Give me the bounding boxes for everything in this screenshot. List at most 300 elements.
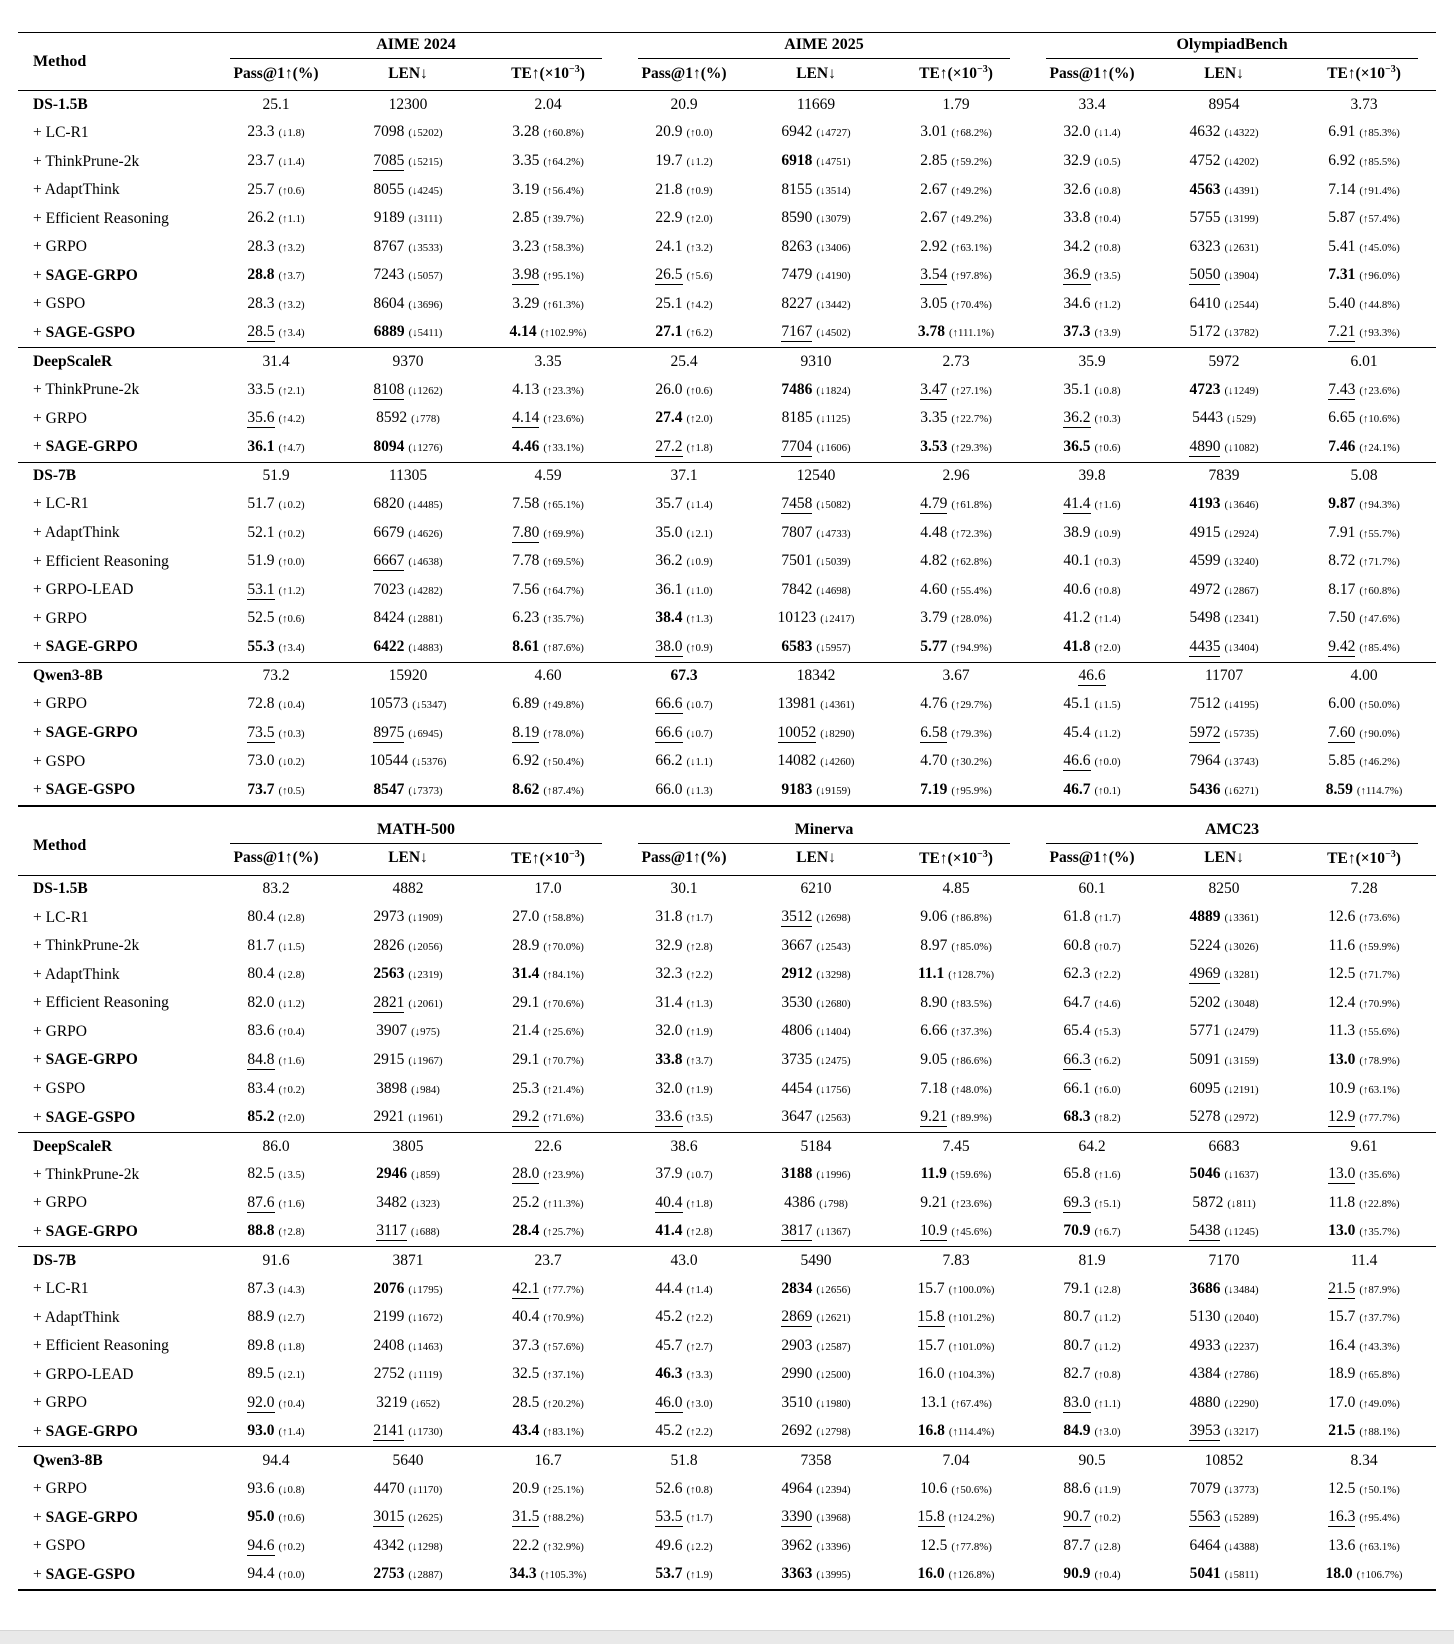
- metric-value: 52.1: [247, 523, 275, 541]
- delta-value: (↓0.4): [278, 698, 305, 711]
- value-cell: [1156, 747, 1292, 776]
- delta-value: (↑0.8): [686, 1483, 713, 1496]
- metric-value: 5.85: [1328, 752, 1356, 770]
- value-cell: [884, 1532, 1028, 1561]
- value-cell: [1156, 462, 1292, 490]
- value-cell: [212, 462, 340, 490]
- value-cell: [884, 1303, 1028, 1332]
- value-cell: [476, 405, 620, 434]
- value-cell: [212, 576, 340, 605]
- value-cell: [212, 1332, 340, 1361]
- method-cell: [18, 462, 212, 490]
- delta-value: (↑60.8%): [543, 127, 584, 140]
- delta-value: (↓2061): [408, 997, 443, 1010]
- metric-value: 8227: [781, 294, 813, 312]
- method-cell: [18, 1103, 212, 1132]
- metric-value: 2563: [373, 965, 405, 983]
- value-cell: [1292, 1275, 1436, 1304]
- metric-value: 4806: [781, 1022, 813, 1040]
- value-cell: [212, 1303, 340, 1332]
- value-cell: [884, 348, 1028, 376]
- metric-value: 35.6: [247, 409, 275, 427]
- value-cell: [1028, 1561, 1156, 1591]
- value-cell: [620, 1132, 748, 1160]
- value-cell: [1028, 662, 1156, 690]
- delta-value: (↑44.8%): [1359, 298, 1400, 311]
- delta-value: (↓984): [411, 1083, 440, 1096]
- metric-value: 8094: [373, 437, 405, 455]
- delta-value: (↓1.1): [686, 756, 713, 769]
- method-cell: [18, 776, 212, 806]
- delta-value: (↓2341): [1224, 613, 1259, 626]
- delta-value: (↑0.9): [686, 184, 713, 197]
- metric-value: 73.5: [247, 723, 275, 741]
- delta-value: (↑47.6%): [1359, 613, 1400, 626]
- value-cell: [476, 605, 620, 634]
- metric-value: 37.1: [670, 467, 698, 485]
- delta-value: (↑30.2%): [951, 756, 992, 769]
- table-row: [18, 490, 1436, 519]
- delta-value: (↑3.7): [686, 1054, 713, 1067]
- metric-value: 4882: [392, 880, 424, 898]
- value-cell: [1292, 176, 1436, 205]
- value-cell: [1156, 932, 1292, 961]
- metric-value: 25.7: [247, 180, 275, 198]
- value-cell: [884, 1018, 1028, 1047]
- method-cell: [18, 1332, 212, 1361]
- delta-value: (↓4190): [816, 270, 851, 283]
- delta-value: (↓9159): [816, 784, 851, 797]
- value-cell: [476, 433, 620, 462]
- metric-value: 7.60: [1328, 723, 1356, 741]
- delta-value: (↓5957): [816, 641, 851, 654]
- metric-value: 37.9: [655, 1165, 683, 1183]
- value-cell: [620, 490, 748, 519]
- value-cell: [620, 1418, 748, 1447]
- value-cell: [620, 1018, 748, 1047]
- delta-value: (↑25.7%): [543, 1226, 584, 1239]
- metric-value: 2076: [373, 1279, 405, 1297]
- metric-value: 8.34: [1350, 1452, 1378, 1470]
- delta-value: (↓2237): [1224, 1340, 1259, 1353]
- column-header: Pass@1↑(%): [620, 59, 748, 91]
- delta-value: (↑37.3%): [951, 1026, 992, 1039]
- metric-value: 5130: [1189, 1308, 1221, 1326]
- delta-value: (↑2786): [1224, 1369, 1259, 1382]
- method-name: LC-R1: [45, 495, 89, 513]
- metric-value: 36.2: [1063, 409, 1091, 427]
- metric-value: 39.8: [1078, 467, 1106, 485]
- delta-value: (↓4883): [408, 641, 443, 654]
- value-cell: [620, 433, 748, 462]
- delta-value: (↑59.2%): [951, 156, 992, 168]
- value-cell: [212, 405, 340, 434]
- delta-value: (↓1730): [408, 1426, 443, 1439]
- value-cell: [748, 690, 884, 719]
- metric-value: 8975: [373, 723, 405, 741]
- delta-value: (↓2587): [816, 1340, 851, 1353]
- value-cell: [1156, 1303, 1292, 1332]
- value-cell: [884, 204, 1028, 233]
- metric-value: 35.1: [1063, 380, 1091, 398]
- metric-value: 81.9: [1078, 1251, 1106, 1269]
- value-cell: [476, 1332, 620, 1361]
- value-cell: [340, 961, 476, 990]
- value-cell: [884, 1161, 1028, 1190]
- delta-value: (↑45.0%): [1359, 241, 1400, 254]
- method-cell: [18, 1161, 212, 1190]
- value-cell: [476, 376, 620, 405]
- value-cell: [748, 1247, 884, 1275]
- metric-value: 7.78: [512, 552, 540, 570]
- delta-value: (↑96.0%): [1359, 270, 1400, 283]
- delta-value: (↓0.7): [686, 698, 713, 711]
- delta-value: (↓778): [411, 413, 440, 426]
- metric-value: 40.4: [655, 1193, 683, 1211]
- table-row: [18, 1161, 1436, 1190]
- value-cell: [340, 1075, 476, 1104]
- value-cell: [1292, 961, 1436, 990]
- delta-value: (↑0.4): [1094, 1569, 1121, 1582]
- delta-value: (↑1.6): [1094, 1169, 1121, 1182]
- value-cell: [1028, 376, 1156, 405]
- value-cell: [620, 119, 748, 148]
- delta-value: (↑1.2): [1094, 298, 1121, 311]
- delta-value: (↑1.9): [686, 1083, 713, 1096]
- metric-value: 2834: [781, 1279, 813, 1297]
- value-cell: [1028, 233, 1156, 262]
- delta-value: (↓3995): [816, 1569, 851, 1582]
- value-cell: [1292, 262, 1436, 291]
- delta-value: (↑3.7): [278, 270, 305, 283]
- metric-value: 5755: [1189, 209, 1221, 227]
- metric-value: 27.4: [655, 409, 683, 427]
- delta-value: (↑58.3%): [543, 241, 584, 254]
- value-cell: [748, 1332, 884, 1361]
- value-cell: [748, 290, 884, 319]
- metric-value: 25.2: [512, 1193, 540, 1211]
- metric-value: 38.9: [1063, 523, 1091, 541]
- metric-value: 6820: [373, 494, 405, 512]
- metric-value: 16.4: [1328, 1336, 1356, 1354]
- metric-value: 7479: [781, 266, 813, 284]
- delta-value: (↓529): [1227, 413, 1256, 426]
- value-cell: [748, 1475, 884, 1504]
- value-cell: [1156, 1075, 1292, 1104]
- metric-value: 38.4: [655, 609, 683, 627]
- metric-value: 45.4: [1063, 723, 1091, 741]
- delta-value: (↑0.0): [278, 1569, 305, 1582]
- metric-value: 64.2: [1078, 1137, 1106, 1155]
- metric-value: 34.2: [1063, 237, 1091, 255]
- value-cell: [212, 290, 340, 319]
- value-cell: [620, 1361, 748, 1390]
- delta-value: (↓2290): [1224, 1397, 1259, 1410]
- value-cell: [884, 1561, 1028, 1591]
- metric-value: 3805: [392, 1137, 424, 1155]
- metric-value: 7098: [373, 123, 405, 141]
- value-cell: [748, 875, 884, 903]
- plus-prefix: +: [33, 638, 46, 656]
- value-cell: [1156, 233, 1292, 262]
- method-name: GRPO: [45, 238, 87, 256]
- metric-value: 10.9: [1328, 1079, 1356, 1097]
- metric-value: 24.1: [655, 237, 683, 255]
- metric-value: 73.2: [262, 667, 290, 685]
- value-cell: [476, 1475, 620, 1504]
- method-cell: [18, 1389, 212, 1418]
- delta-value: (↓1961): [408, 1112, 443, 1125]
- delta-value: (↑77.7%): [543, 1283, 584, 1296]
- metric-value: 84.8: [247, 1050, 275, 1068]
- method-name: SAGE-GRPO: [45, 1422, 138, 1440]
- value-cell: [1028, 576, 1156, 605]
- delta-value: (↑6.2): [686, 327, 713, 340]
- value-cell: [1028, 1103, 1156, 1132]
- value-cell: [476, 1103, 620, 1132]
- metric-value: 3.19: [512, 180, 540, 198]
- delta-value: (↑106.7%): [1356, 1569, 1403, 1582]
- value-cell: [476, 348, 620, 376]
- value-cell: [340, 262, 476, 291]
- metric-value: 8.90: [920, 993, 948, 1011]
- metric-value: 4342: [373, 1536, 405, 1554]
- delta-value: (↑63.1%): [1359, 1540, 1400, 1553]
- value-cell: [340, 91, 476, 119]
- metric-value: 3188: [781, 1165, 813, 1183]
- value-cell: [1292, 1075, 1436, 1104]
- metric-value: 4.85: [942, 880, 970, 898]
- value-cell: [1156, 91, 1292, 119]
- value-cell: [884, 290, 1028, 319]
- delta-value: (↑25.1%): [543, 1483, 584, 1496]
- metric-value: 42.1: [512, 1279, 540, 1297]
- plus-prefix: +: [33, 1280, 46, 1298]
- value-cell: [212, 1046, 340, 1075]
- method-name: GSPO: [45, 752, 86, 770]
- metric-value: 7.19: [920, 780, 948, 798]
- metric-value: 40.6: [1063, 580, 1091, 598]
- value-cell: [340, 1218, 476, 1247]
- delta-value: (↓1.2): [278, 997, 305, 1010]
- value-cell: [1292, 290, 1436, 319]
- metric-value: 6.89: [512, 694, 540, 712]
- delta-value: (↓5039): [816, 556, 851, 569]
- delta-value: (↓3026): [1224, 940, 1259, 953]
- value-cell: [748, 989, 884, 1018]
- metric-value: 3735: [781, 1050, 813, 1068]
- metric-value: 15.7: [917, 1279, 945, 1297]
- column-header-row: [18, 59, 1436, 91]
- metric-value: 83.2: [262, 880, 290, 898]
- value-cell: [748, 319, 884, 348]
- value-cell: [620, 233, 748, 262]
- value-cell: [620, 1532, 748, 1561]
- metric-value: 19.7: [655, 152, 683, 169]
- metric-value: 3.53: [920, 437, 948, 455]
- metric-value: 12.6: [1328, 908, 1356, 926]
- metric-value: 36.9: [1063, 266, 1091, 284]
- metric-value: 33.5: [247, 380, 275, 398]
- delta-value: (↑2.0): [278, 1112, 305, 1125]
- value-cell: [340, 776, 476, 806]
- delta-value: (↓798): [819, 1197, 848, 1210]
- value-cell: [884, 1361, 1028, 1390]
- value-cell: [1292, 1247, 1436, 1275]
- metric-value: 3117: [376, 1222, 407, 1240]
- value-cell: [620, 1247, 748, 1275]
- delta-value: (↑0.8): [1094, 241, 1121, 254]
- table-row: [18, 961, 1436, 990]
- metric-value: 36.1: [247, 437, 275, 455]
- value-cell: [884, 776, 1028, 806]
- metric-value: 28.5: [247, 323, 275, 341]
- metric-value: 13.6: [1328, 1536, 1356, 1554]
- plus-prefix: +: [33, 238, 46, 256]
- delta-value: (↑63.1%): [951, 241, 992, 254]
- method-name: AdaptThink: [44, 965, 120, 983]
- column-header: $TE↑(\times 10^{-3})$: [884, 844, 1028, 876]
- delta-value: (↓811): [1227, 1197, 1256, 1210]
- metric-value: 7.46: [1328, 437, 1356, 455]
- metric-value: 5041: [1189, 1565, 1221, 1583]
- metric-value: 80.7: [1063, 1336, 1091, 1354]
- metric-value: 6.00: [1328, 694, 1356, 712]
- value-cell: [212, 204, 340, 233]
- metric-value: 5436: [1189, 780, 1221, 798]
- delta-value: (↑3.5): [1094, 270, 1121, 283]
- metric-value: 45.7: [655, 1336, 683, 1354]
- delta-value: (↓2881): [408, 613, 443, 626]
- metric-value: 7.50: [1328, 609, 1356, 627]
- metric-value: 26.5: [655, 266, 683, 284]
- delta-value: (↓2.2): [686, 1540, 713, 1553]
- method-cell: [18, 433, 212, 462]
- metric-value: 4632: [1189, 123, 1221, 141]
- value-cell: [212, 690, 340, 719]
- value-cell: [1028, 1332, 1156, 1361]
- value-cell: [1156, 433, 1292, 462]
- value-cell: [340, 1361, 476, 1390]
- metric-value: 94.4: [247, 1565, 275, 1583]
- table-row: [18, 989, 1436, 1018]
- delta-value: (↑62.8%): [951, 556, 992, 569]
- delta-value: (↓2.8): [1094, 1283, 1121, 1296]
- metric-value: 61.8: [1063, 908, 1091, 926]
- table-row: [18, 1247, 1436, 1275]
- value-cell: [1292, 147, 1436, 176]
- metric-value: 2821: [373, 993, 405, 1011]
- delta-value: (↑67.4%): [951, 1397, 992, 1410]
- metric-value: 36.2: [655, 552, 683, 570]
- delta-value: (↓2.8): [278, 912, 305, 925]
- value-cell: [1156, 1247, 1292, 1275]
- delta-value: (↓0.5): [1094, 156, 1121, 168]
- delta-value: (↑1.8): [686, 1197, 713, 1210]
- table-row: [18, 1475, 1436, 1504]
- plus-prefix: +: [33, 1394, 46, 1412]
- metric-value: 7.28: [1350, 880, 1378, 898]
- value-cell: [620, 576, 748, 605]
- method-name: SAGE-GRPO: [45, 1222, 138, 1240]
- metric-value: 7.14: [1328, 180, 1356, 198]
- value-cell: [212, 176, 340, 205]
- delta-value: (↓0.7): [686, 1169, 713, 1182]
- value-cell: [884, 462, 1028, 490]
- metric-value: 2141: [373, 1422, 405, 1440]
- metric-value: 60.1: [1078, 880, 1106, 898]
- metric-value: 37.3: [512, 1336, 540, 1354]
- value-cell: [476, 662, 620, 690]
- method-cell: [18, 1303, 212, 1332]
- table-row: [18, 376, 1436, 405]
- delta-value: (↑11.3%): [543, 1197, 584, 1210]
- value-cell: [884, 490, 1028, 519]
- delta-value: (↓1082): [1224, 441, 1259, 454]
- value-cell: [1292, 1475, 1436, 1504]
- metric-value: 12.4: [1328, 993, 1356, 1011]
- value-cell: [212, 376, 340, 405]
- metric-value: 4915: [1189, 523, 1221, 541]
- delta-value: (↓3968): [816, 1512, 851, 1525]
- value-cell: [884, 1389, 1028, 1418]
- value-cell: [620, 1332, 748, 1361]
- metric-value: 5.87: [1328, 209, 1356, 227]
- delta-value: (↑0.2): [278, 1083, 305, 1096]
- metric-value: 2.85: [512, 209, 540, 227]
- metric-value: 9189: [373, 209, 405, 227]
- delta-value: (↑49.2%): [951, 213, 992, 226]
- delta-value: (↑95.4%): [1359, 1512, 1400, 1525]
- value-cell: [1028, 262, 1156, 291]
- value-cell: [748, 576, 884, 605]
- table-row: [18, 875, 1436, 903]
- metric-value: 20.9: [512, 1479, 540, 1497]
- metric-value: 60.8: [1063, 936, 1091, 954]
- delta-value: (↑55.7%): [1359, 527, 1400, 540]
- value-cell: [340, 1332, 476, 1361]
- metric-value: 53.5: [655, 1508, 683, 1526]
- value-cell: [212, 633, 340, 662]
- value-cell: [1156, 348, 1292, 376]
- delta-value: (↑2.0): [1094, 641, 1121, 654]
- delta-value: (↑0.2): [278, 527, 305, 540]
- value-cell: [748, 233, 884, 262]
- value-cell: [340, 1132, 476, 1160]
- delta-value: (↓2656): [816, 1283, 851, 1296]
- delta-value: (↑5.1): [1094, 1197, 1121, 1210]
- metric-value: 11.9: [920, 1165, 947, 1183]
- delta-value: (↓0.9): [686, 556, 713, 569]
- delta-value: (↓2.1): [686, 527, 713, 540]
- table-row: [18, 405, 1436, 434]
- value-cell: [884, 1218, 1028, 1247]
- method-cell: [18, 319, 212, 348]
- method-name: DeepScaleR: [33, 1137, 113, 1155]
- value-cell: [476, 932, 620, 961]
- metric-value: 2.67: [920, 180, 948, 198]
- value-cell: [476, 462, 620, 490]
- delta-value: (↑1.3): [686, 997, 713, 1010]
- value-cell: [212, 1361, 340, 1390]
- metric-value: 8954: [1208, 95, 1240, 113]
- delta-value: (↓2621): [816, 1312, 851, 1325]
- metric-value: 8.61: [512, 637, 540, 655]
- table-row: [18, 1561, 1436, 1591]
- delta-value: (↓1.0): [686, 584, 713, 597]
- plus-prefix: +: [33, 181, 45, 199]
- delta-value: (↓1170): [408, 1483, 443, 1496]
